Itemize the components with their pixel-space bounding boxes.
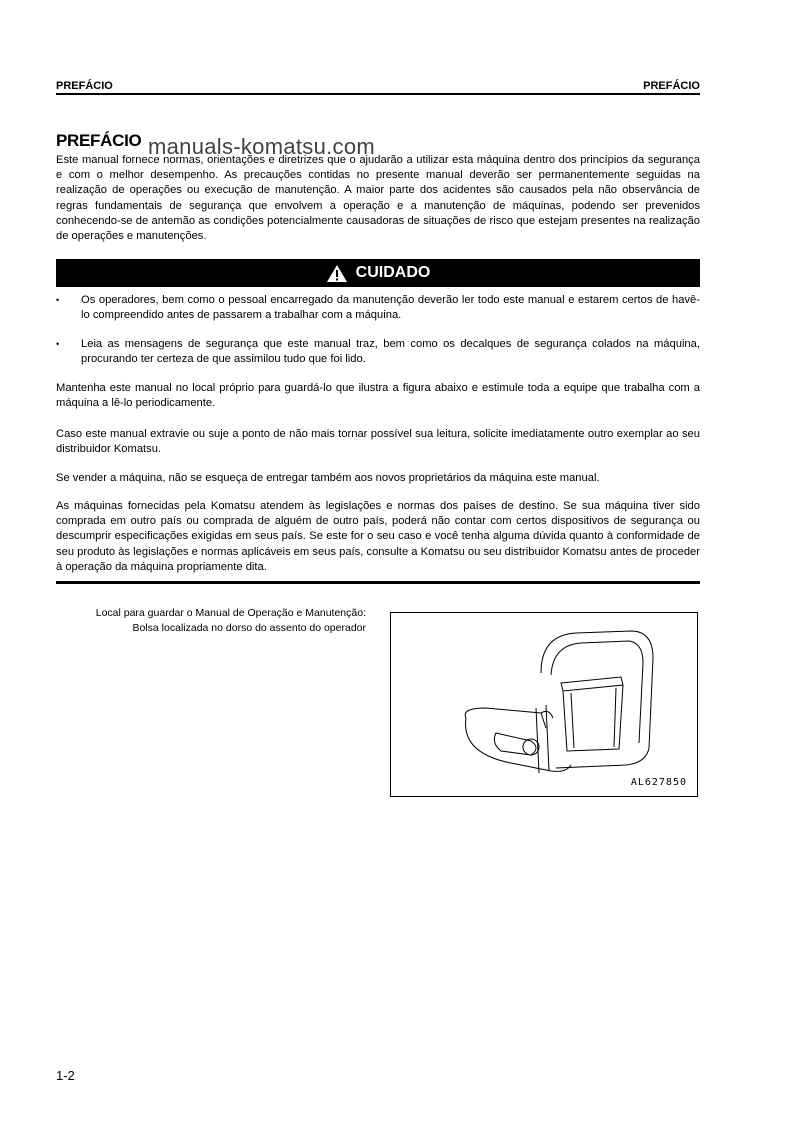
body-paragraph: Mantenha este manual no local próprio para guardá-lo que ilustra a figura abaixo e estimule toda a equipe que trabalha com a máquina a lê-lo periodicamente. — [56, 382, 700, 410]
watermark: manuals-komatsu.com — [148, 134, 375, 159]
bullet-text: Os operadores, bem como o pessoal encarregado da manutenção deverão ler todo este manual e estarem certos de havê-lo compreendido antes de passarem a trabalhar com a máquina. — [81, 294, 700, 322]
figure-caption — [60, 606, 366, 636]
warning-triangle-icon — [326, 264, 348, 283]
caution-label: CUIDADO — [355, 264, 431, 281]
caution-banner — [56, 259, 700, 287]
body-paragraph: As máquinas fornecidas pela Komatsu atendem às legislações e normas dos países de destino. Se sua máquina tiver sido comprada em outro país ou comprada de alguém de outro país, poderá não contar com certos dispositivos de segurança ou descumprir especificações exigidas em seus país. Se este for o seu caso e você tenha alguma dúvida quanto à conformidade de seu produto às legislações e normas aplicáveis em seus país, consulte a Komatsu ou seu distribuidor Komatsu antes de proceder à operação da máquina propriamente dita. — [56, 500, 700, 573]
body-paragraph: Se vender a máquina, não se esqueça de entregar também aos novos proprietários da máquina este manual. — [56, 472, 600, 484]
figure-box — [390, 612, 698, 797]
bullet-text: Leia as mensagens de segurança que este manual traz, bem como os decalques de segurança colados na máquina, procurando ter certeza de que assimilou tudo que foi lido. — [81, 338, 700, 366]
figure-code: AL627850 — [630, 777, 687, 788]
operator-seat-illustration — [391, 613, 696, 795]
section-rule — [56, 581, 700, 584]
running-header-left: PREFÁCIO — [56, 80, 113, 92]
running-header-right: PREFÁCIO — [643, 80, 700, 92]
figure-caption-line: Local para guardar o Manual de Operação e Manutenção: — [95, 607, 366, 619]
header-rule — [56, 93, 700, 95]
bullet-icon: • — [56, 295, 60, 305]
bullet-item — [56, 337, 700, 367]
figure-caption-line: Bolsa localizada no dorso do assento do operador — [132, 622, 366, 634]
page-number: 1-2 — [56, 1068, 75, 1083]
bullet-item — [56, 293, 700, 323]
bullet-icon: • — [56, 339, 60, 349]
page-title: PREFÁCIO — [56, 131, 142, 150]
intro-paragraph: Este manual fornece normas, orientações e diretrizes que o ajudarão a utilizar esta máquina dentro dos princípios da segurança e com o melhor desempenho. As precauções contidas no presente manual deverão ser permanentemente seguidas na realização de operações ou execução de manutenção. A maior parte dos acidentes são causados pela não observância de regras fundamentais de segurança que envolvem a operação e a manutenção de máquinas, podendo ser prevenidos conhecendo-se de antemão as condições potencialmente causadoras de situações de risco que estejam presentes na realização de operações e manutenções. — [56, 154, 700, 243]
body-paragraph: Caso este manual extravie ou suje a ponto de não mais tornar possível sua leitura, solicite imediatamente outro exemplar ao seu distribuidor Komatsu. — [56, 428, 700, 456]
